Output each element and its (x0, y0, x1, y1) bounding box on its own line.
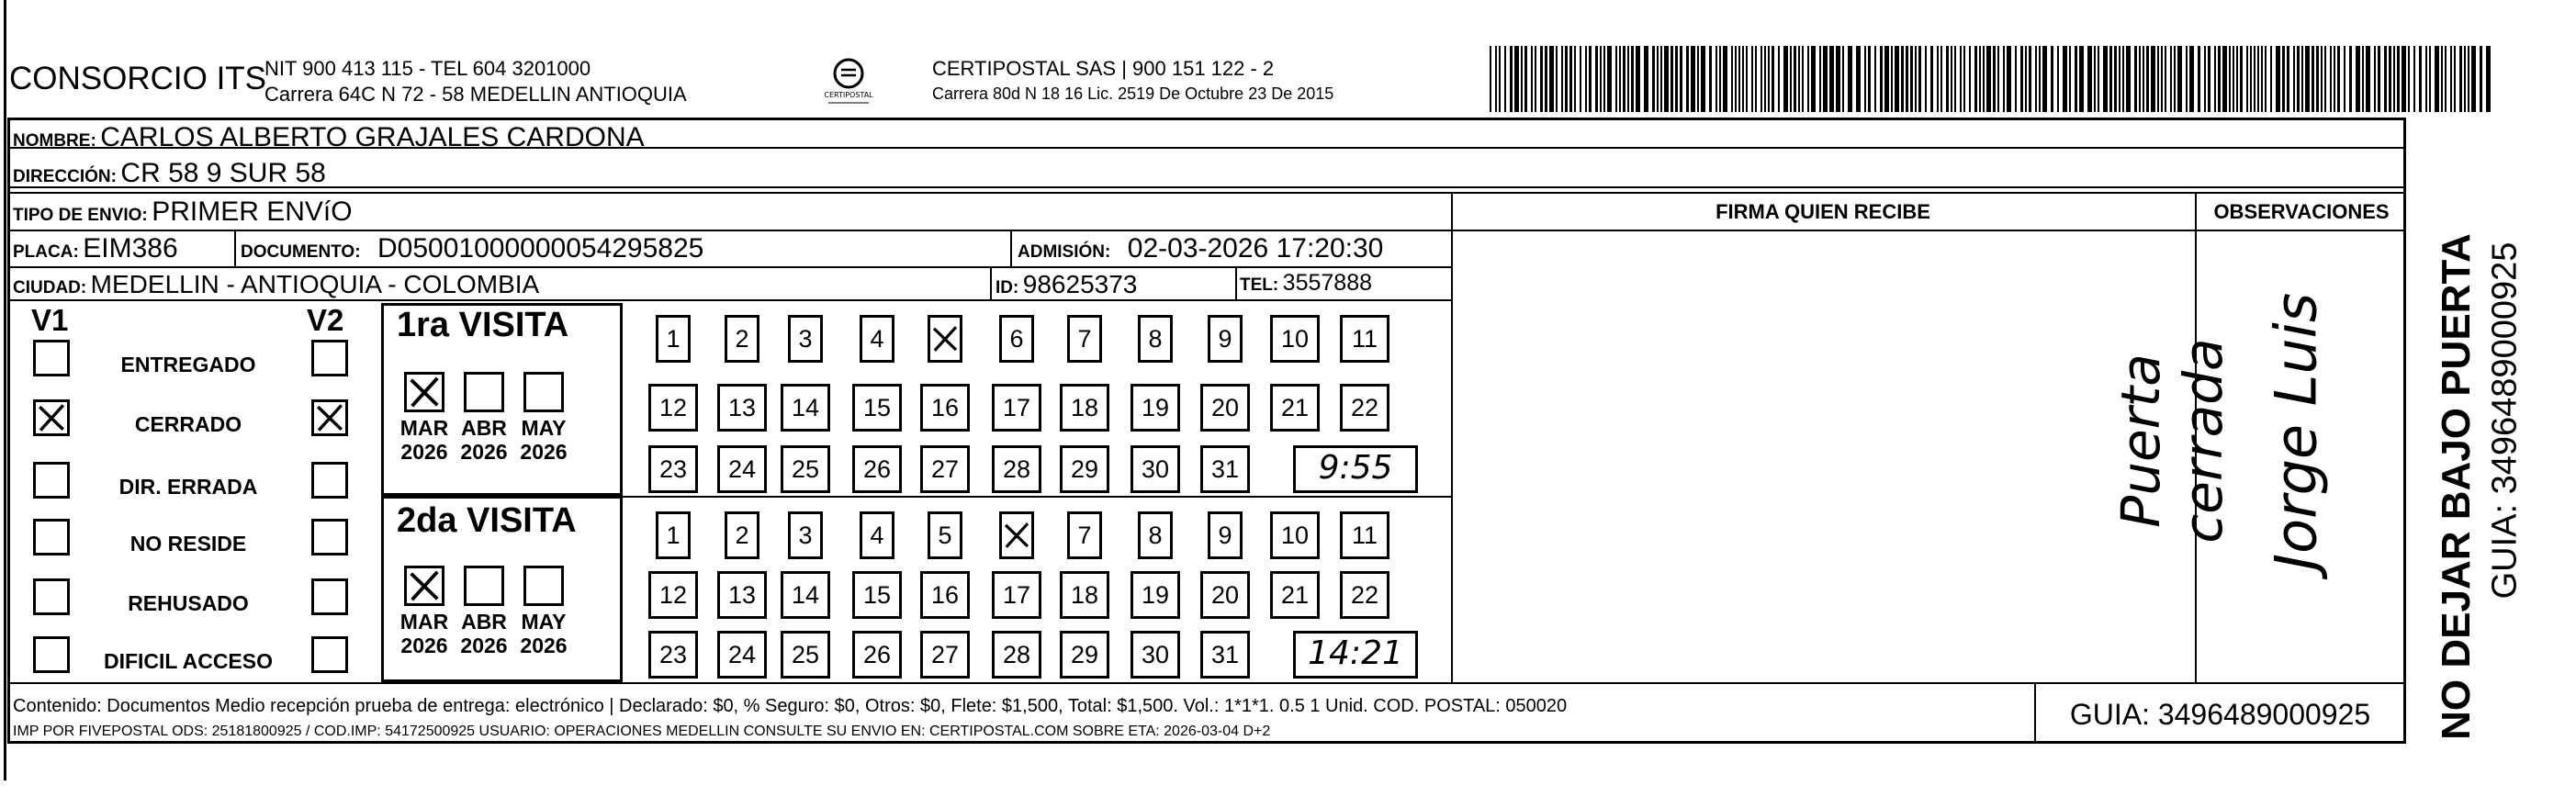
day-box[interactable] (920, 631, 970, 679)
month-year: 2026 (520, 634, 568, 657)
day-number: 19 (1141, 394, 1170, 421)
month-label (516, 610, 571, 657)
day-number: 17 (1002, 394, 1031, 421)
day-number: 30 (1141, 641, 1170, 668)
city-cell (13, 270, 539, 299)
visit-split (623, 496, 1451, 498)
plate-cell (13, 233, 178, 264)
month-checkbox[interactable] (523, 372, 564, 412)
day-number: 21 (1280, 394, 1310, 421)
plate-divider (234, 230, 236, 267)
day-number: 24 (727, 455, 757, 483)
day-number: 30 (1141, 455, 1170, 483)
day-number: 27 (930, 641, 960, 668)
x-mark-icon (314, 402, 345, 433)
logo-text: CERTIPOSTAL (824, 91, 873, 99)
status-v2-checkbox[interactable] (311, 519, 348, 556)
day-box[interactable] (1340, 571, 1389, 619)
day-number: 23 (658, 455, 688, 483)
day-number: 14 (791, 581, 820, 609)
observations-title: OBSERVACIONES (2213, 200, 2390, 223)
day-number: 18 (1070, 394, 1099, 421)
status-label: NO RESIDE (129, 532, 247, 556)
day-number: 8 (1148, 522, 1163, 549)
month-label (397, 416, 452, 464)
day-number: 6 (1009, 325, 1024, 353)
id-cell (996, 270, 1137, 299)
carrier-address: Carrera 80d N 18 16 Lic. 2519 De Octubre 23 De 2015 (932, 84, 1334, 103)
doc-label: DOCUMENTO: (241, 242, 361, 262)
signature-area[interactable] (1453, 230, 2195, 682)
day-box[interactable] (1270, 511, 1320, 559)
day-number: 22 (1350, 581, 1379, 609)
month-name: MAR (399, 610, 449, 634)
day-number: 3 (798, 325, 813, 353)
day-number: 13 (727, 394, 757, 421)
day-box[interactable] (648, 384, 698, 432)
day-box[interactable] (1138, 511, 1173, 559)
day-box[interactable] (852, 384, 902, 432)
day-number: 31 (1210, 641, 1240, 668)
day-box[interactable] (656, 315, 691, 363)
day-number: 24 (727, 641, 757, 668)
city-value: MEDELLIN - ANTIOQUIA - COLOMBIA (90, 270, 540, 298)
status-label: ENTREGADO (120, 353, 256, 376)
tel-cell (1240, 270, 1372, 297)
signature-title: FIRMA QUIEN RECIBE (1715, 200, 1930, 223)
plate-label: PLACA: (13, 242, 79, 262)
day-number: 1 (666, 522, 681, 549)
x-mark-icon (407, 568, 442, 603)
day-number: 7 (1077, 522, 1092, 549)
day-number: 15 (862, 394, 892, 421)
id-divider (1235, 267, 1237, 300)
day-number: 2 (735, 325, 749, 353)
carrier-name: CERTIPOSTAL SAS | 900 151 122 - 2 (932, 57, 1275, 80)
id-value: 98625373 (1022, 270, 1138, 298)
day-box[interactable] (1340, 511, 1389, 559)
name-label: NOMBRE: (13, 131, 96, 151)
month-year: 2026 (400, 634, 448, 657)
day-number: 27 (930, 455, 960, 483)
month-checkbox[interactable] (523, 566, 564, 606)
month-label (456, 610, 512, 657)
day-number: 1 (666, 325, 681, 353)
day-box[interactable] (717, 384, 767, 432)
month-checkbox[interactable] (464, 566, 504, 606)
day-box[interactable] (928, 511, 962, 559)
admission-value: 02-03-2026 17:20:30 (1127, 233, 1384, 264)
day-box[interactable] (992, 631, 1041, 679)
day-box[interactable] (1060, 384, 1109, 432)
status-v2-checkbox[interactable] (311, 578, 348, 615)
day-number: 16 (930, 581, 960, 609)
first-visit-title: 1ra VISITA (397, 306, 569, 344)
left-rule (4, 0, 6, 780)
day-box[interactable] (1060, 571, 1109, 619)
day-number: 18 (1070, 581, 1099, 609)
status-label: REHUSADO (128, 591, 249, 615)
day-box[interactable] (920, 571, 970, 619)
day-box[interactable] (1270, 315, 1320, 363)
footer-guia: GUIA: 3496489000925 (2069, 698, 2371, 731)
status-label: DIFICIL ACCESO (103, 649, 273, 673)
day-number: 8 (1148, 325, 1163, 353)
day-number: 28 (1002, 641, 1031, 668)
month-name: MAR (399, 416, 449, 440)
status-v1-checkbox[interactable] (33, 340, 70, 376)
status-v1-checkbox[interactable] (33, 519, 70, 556)
day-box[interactable] (1138, 315, 1173, 363)
day-box[interactable] (1200, 384, 1250, 432)
day-box[interactable] (860, 511, 894, 559)
day-number: 20 (1210, 581, 1240, 609)
day-box[interactable] (717, 445, 767, 493)
day-number: 11 (1351, 522, 1378, 549)
month-name: ABR (461, 610, 507, 634)
month-label (397, 610, 452, 657)
day-number: 17 (1002, 581, 1031, 609)
day-box[interactable] (1131, 384, 1180, 432)
day-box[interactable] (928, 315, 962, 363)
doc-cell (241, 233, 703, 264)
x-mark-icon (930, 318, 960, 360)
day-box[interactable] (1270, 384, 1320, 432)
day-number: 20 (1210, 394, 1240, 421)
day-number: 22 (1350, 394, 1379, 421)
day-box[interactable] (1131, 445, 1180, 493)
month-label (456, 416, 512, 464)
company-name: CONSORCIO ITS (9, 61, 267, 96)
day-box[interactable] (788, 315, 823, 363)
tel-label: TEL: (1240, 275, 1279, 295)
status-v1-checkbox[interactable] (33, 636, 70, 673)
day-number: 5 (938, 522, 952, 549)
day-number: 3 (798, 522, 813, 549)
day-box[interactable] (1340, 384, 1389, 432)
day-box[interactable] (717, 631, 767, 679)
day-number: 12 (658, 394, 688, 421)
day-box[interactable] (860, 315, 894, 363)
day-number: 28 (1002, 455, 1031, 483)
status-v1-checkbox[interactable] (33, 462, 70, 499)
day-box[interactable] (781, 631, 830, 679)
day-number: 26 (862, 455, 892, 483)
day-box[interactable] (1060, 445, 1109, 493)
id-label: ID: (996, 278, 1019, 297)
day-number: 2 (735, 522, 749, 549)
side-warning: NO DEJAR BAJO PUERTA (2434, 233, 2479, 740)
x-mark-icon (1002, 514, 1031, 556)
day-box[interactable] (1200, 631, 1250, 679)
month-checkbox[interactable] (404, 372, 444, 412)
visit-time-box[interactable]: 9:55 (1293, 445, 1418, 493)
day-box[interactable] (852, 445, 902, 493)
day-box[interactable] (1270, 571, 1320, 619)
shipment-type: PRIMER ENVíO (152, 196, 353, 227)
day-number: 21 (1280, 581, 1310, 609)
day-box[interactable] (781, 384, 830, 432)
day-box[interactable] (788, 511, 823, 559)
company-nit: NIT 900 413 115 - TEL 604 3201000 (264, 57, 591, 80)
status-v1-checkbox[interactable] (33, 578, 70, 615)
day-box[interactable] (717, 571, 767, 619)
day-box[interactable] (725, 511, 759, 559)
day-box[interactable] (999, 511, 1034, 559)
company-address: Carrera 64C N 72 - 58 MEDELLIN ANTIOQUIA (264, 83, 687, 106)
month-label (516, 416, 571, 464)
day-box[interactable] (781, 445, 830, 493)
city-divider (990, 267, 992, 300)
doc-divider (1010, 230, 1012, 267)
v2-header: V2 (307, 303, 344, 337)
status-v2-checkbox[interactable] (311, 399, 348, 436)
day-number: 10 (1280, 325, 1310, 353)
day-box[interactable] (1340, 315, 1389, 363)
day-box[interactable] (1067, 315, 1102, 363)
carrier-logo (812, 53, 885, 108)
day-box[interactable] (920, 384, 970, 432)
footer-line-1: Contenido: Documentos Medio recepción prueba de entrega: electrónico | Declarado: $0, % Seguro: $0, Otros: $0, Flete: $1,500, Total: $1,500. Vol.: 1*1*1. 0.5 1 Unid. COD. POSTAL: 050020 (13, 696, 1568, 716)
footer-line-2: IMP POR FIVEPOSTAL ODS: 25181800925 / COD.IMP: 54172500925 USUARIO: OPERACIONES MEDELLIN CONSULTE SU ENVIO EN: CERTIPOSTAL.COM SOBRE ETA: 2026-03-04 D+2 (13, 724, 1271, 739)
day-number: 12 (658, 581, 688, 609)
day-number: 25 (791, 641, 820, 668)
status-v2-checkbox[interactable] (311, 462, 348, 499)
month-year: 2026 (520, 440, 568, 464)
day-number: 4 (870, 325, 884, 353)
day-number: 15 (862, 581, 892, 609)
month-name: MAY (521, 610, 567, 634)
day-box[interactable] (920, 445, 970, 493)
day-number: 29 (1070, 455, 1099, 483)
month-year: 2026 (400, 440, 448, 464)
day-box[interactable] (1200, 571, 1250, 619)
status-label: CERRADO (134, 412, 242, 436)
day-number: 25 (791, 455, 820, 483)
month-checkbox[interactable] (404, 566, 444, 606)
day-box[interactable] (1067, 511, 1102, 559)
day-box[interactable] (852, 571, 902, 619)
barcode (1488, 46, 2493, 112)
day-box[interactable] (1060, 631, 1109, 679)
admission-label: ADMISIÓN: (1018, 242, 1111, 262)
day-box[interactable] (781, 571, 830, 619)
day-number: 16 (930, 394, 960, 421)
status-v1-checkbox[interactable] (33, 399, 70, 436)
admission-cell (1018, 233, 1383, 264)
rule-footer (7, 682, 2406, 684)
handwritten-note-1: Puerta cerrada (2109, 338, 2234, 544)
day-box[interactable] (1131, 571, 1180, 619)
day-box[interactable] (725, 315, 759, 363)
day-box[interactable] (992, 445, 1041, 493)
second-visit-title: 2da VISITA (397, 501, 577, 540)
recipient-address: CR 58 9 SUR 58 (120, 158, 326, 188)
rule-2b (7, 192, 2406, 194)
month-checkbox[interactable] (464, 372, 504, 412)
name-row (13, 122, 645, 153)
day-number: 11 (1351, 325, 1378, 353)
day-box[interactable] (1200, 445, 1250, 493)
day-box[interactable] (648, 631, 698, 679)
v1-header: V1 (31, 303, 69, 337)
day-number: 26 (862, 641, 892, 668)
side-guia: GUIA: 3496489000925 (2485, 241, 2525, 600)
day-number: 7 (1077, 325, 1092, 353)
plate-value: EIM386 (83, 233, 178, 264)
day-box[interactable] (648, 571, 698, 619)
day-number: 31 (1210, 455, 1240, 483)
month-name: MAY (521, 416, 567, 440)
day-number: 9 (1218, 522, 1232, 549)
rule-2 (7, 186, 2406, 188)
type-label: TIPO DE ENVIO: (13, 206, 148, 225)
day-box[interactable] (648, 445, 698, 493)
status-label: DIR. ERRADA (118, 475, 258, 499)
day-number: 4 (870, 522, 884, 549)
x-mark-icon (36, 402, 67, 433)
day-box[interactable] (656, 511, 691, 559)
day-number: 14 (791, 394, 820, 421)
day-number: 23 (658, 641, 688, 668)
day-box[interactable] (1131, 631, 1180, 679)
month-year: 2026 (460, 440, 508, 464)
day-number: 9 (1218, 325, 1232, 353)
day-box[interactable] (999, 315, 1034, 363)
day-number: 13 (727, 581, 757, 609)
recipient-name: CARLOS ALBERTO GRAJALES CARDONA (100, 122, 645, 152)
tel-value: 3557888 (1282, 270, 1372, 296)
doc-value: D05001000000054295825 (377, 233, 704, 264)
day-number: 29 (1070, 641, 1099, 668)
x-mark-icon (407, 375, 442, 410)
day-box[interactable] (992, 571, 1041, 619)
day-number: 10 (1280, 522, 1310, 549)
day-box[interactable] (992, 384, 1041, 432)
month-name: ABR (461, 416, 507, 440)
day-number: 19 (1141, 581, 1170, 609)
address-row (13, 158, 326, 189)
type-row (13, 196, 353, 228)
handwritten-note-2: Jorge Luis (2262, 292, 2330, 571)
status-v2-checkbox[interactable] (311, 636, 348, 673)
address-label: DIRECCIÓN: (13, 167, 117, 186)
day-box[interactable] (852, 631, 902, 679)
month-year: 2026 (460, 634, 508, 657)
day-box[interactable] (1208, 315, 1243, 363)
visit-time-box[interactable]: 14:21 (1293, 631, 1418, 679)
day-box[interactable] (1208, 511, 1243, 559)
city-label: CIUDAD: (13, 278, 87, 297)
status-v2-checkbox[interactable] (311, 340, 348, 376)
